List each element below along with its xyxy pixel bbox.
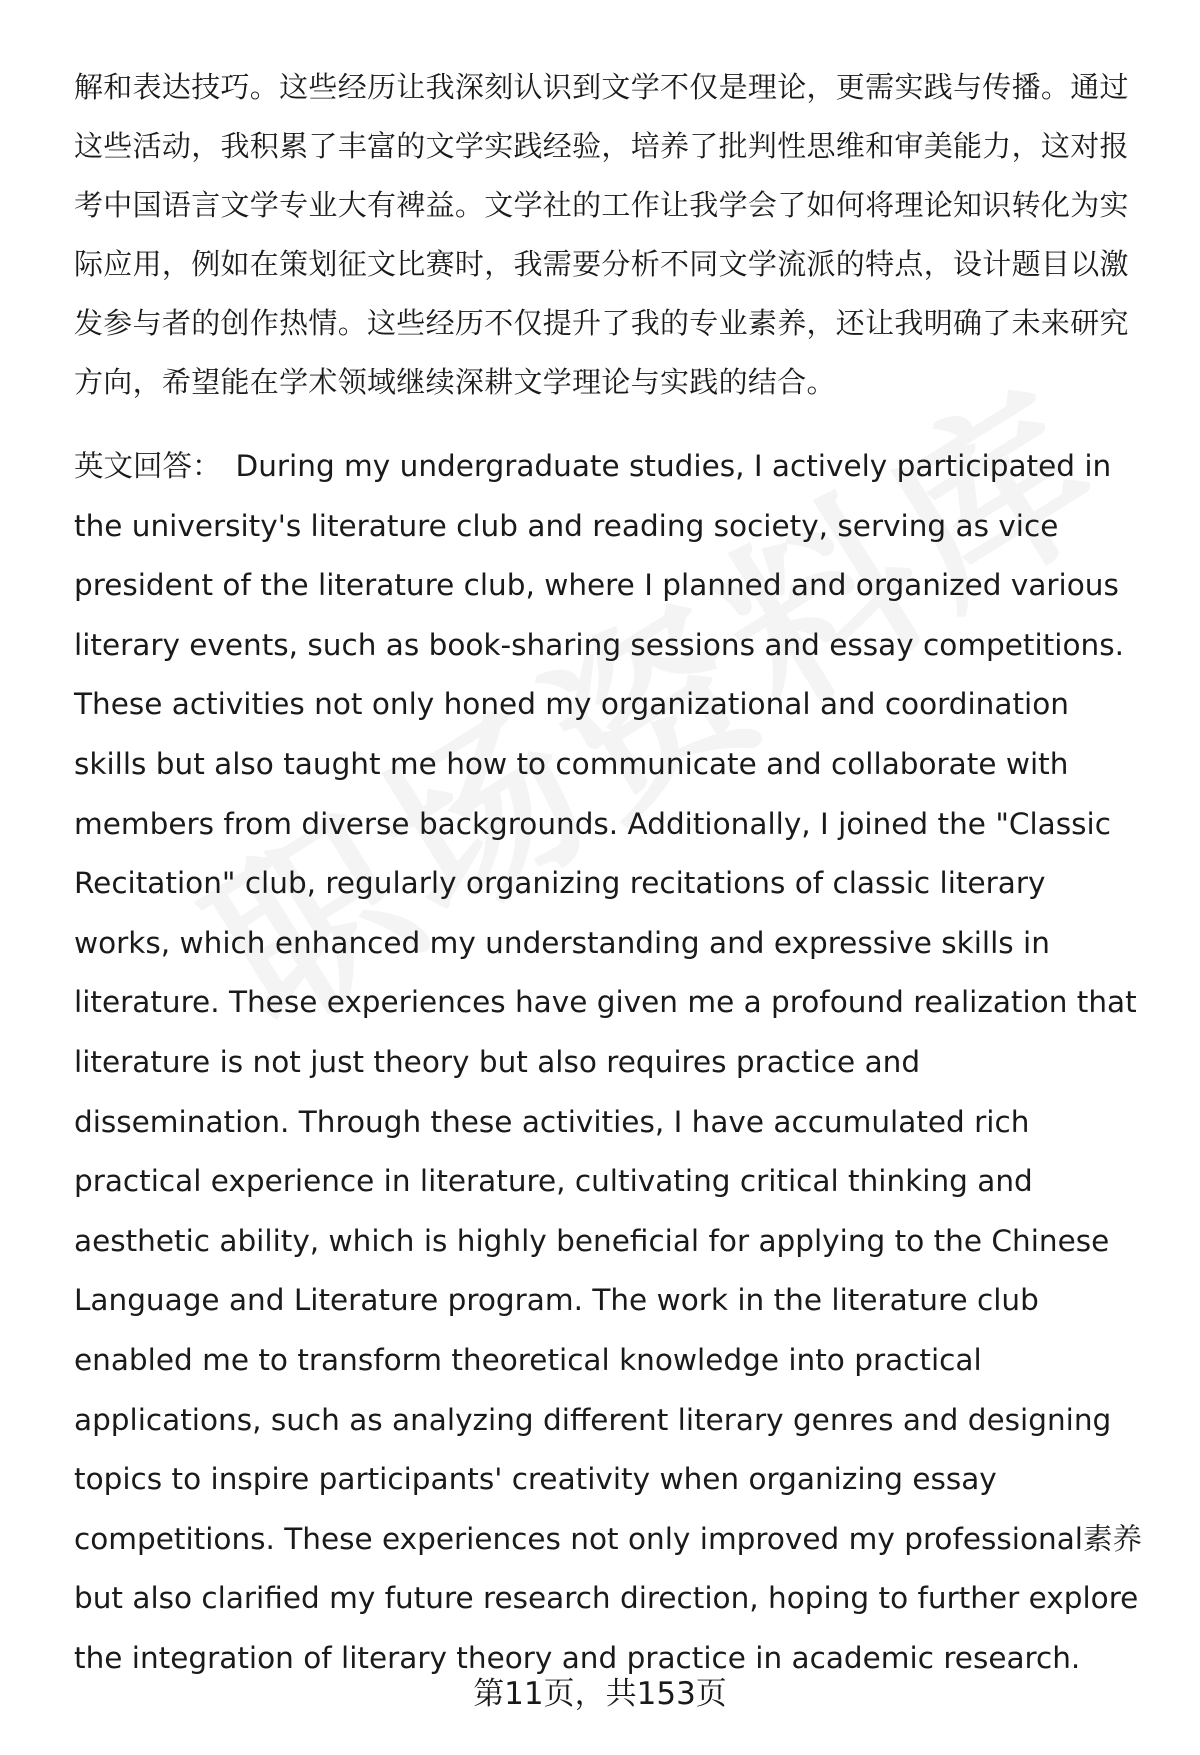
page-number: 第11页，共153页 [473, 1676, 727, 1712]
english-answer-label: 英文回答： [74, 449, 222, 483]
english-answer-paragraph [74, 437, 1144, 1688]
english-answer-text: During my undergraduate studies, I actively participated in the university's literature club and reading society, serving as vice president of the literature club, where I planned and organized various literary events, such as book-sharing sessions and essay competitions. These activities not only honed my organizational and coordination skills but also taught me how to communicate and collaborate with members from diverse backgrounds. Additionally, I joined the "Classic Recitation" club, regularly organizing recitations of classic literary works, which enhanced my understanding and expressive skills in literature. These experiences have given me a profound realization that literature is not just theory but also requires practice and dissemination. Through these activities, I have accumulated rich practical experience in literature, cultivating critical thinking and aesthetic ability, which is highly beneficial for applying to the Chinese Language and Literature program. The work in the literature club enabled me to transform theoretical knowledge into practical applications, such as analyzing different literary genres and designing topics to inspire participants' creativity when organizing essay competitions. These experiences not only improved my professional素养 but also clarified my future research direction, hoping to further explore the integration of literary theory and practice in academic research. [74, 449, 1142, 1675]
chinese-answer-paragraph: 解和表达技巧。这些经历让我深刻认识到文学不仅是理论，更需实践与传播。通过这些活动，我积累了丰富的文学实践经验，培养了批判性思维和审美能力，这对报考中国语言文学专业大有裨益。文学社的工作让我学会了如何将理论知识转化为实际应用，例如在策划征文比赛时，我需要分析不同文学流派的特点，设计题目以激发参与者的创作热情。这些经历不仅提升了我的专业素养，还让我明确了未来研究方向，希望能在学术领域继续深耕文学理论与实践的结合。 [74, 70, 1129, 399]
